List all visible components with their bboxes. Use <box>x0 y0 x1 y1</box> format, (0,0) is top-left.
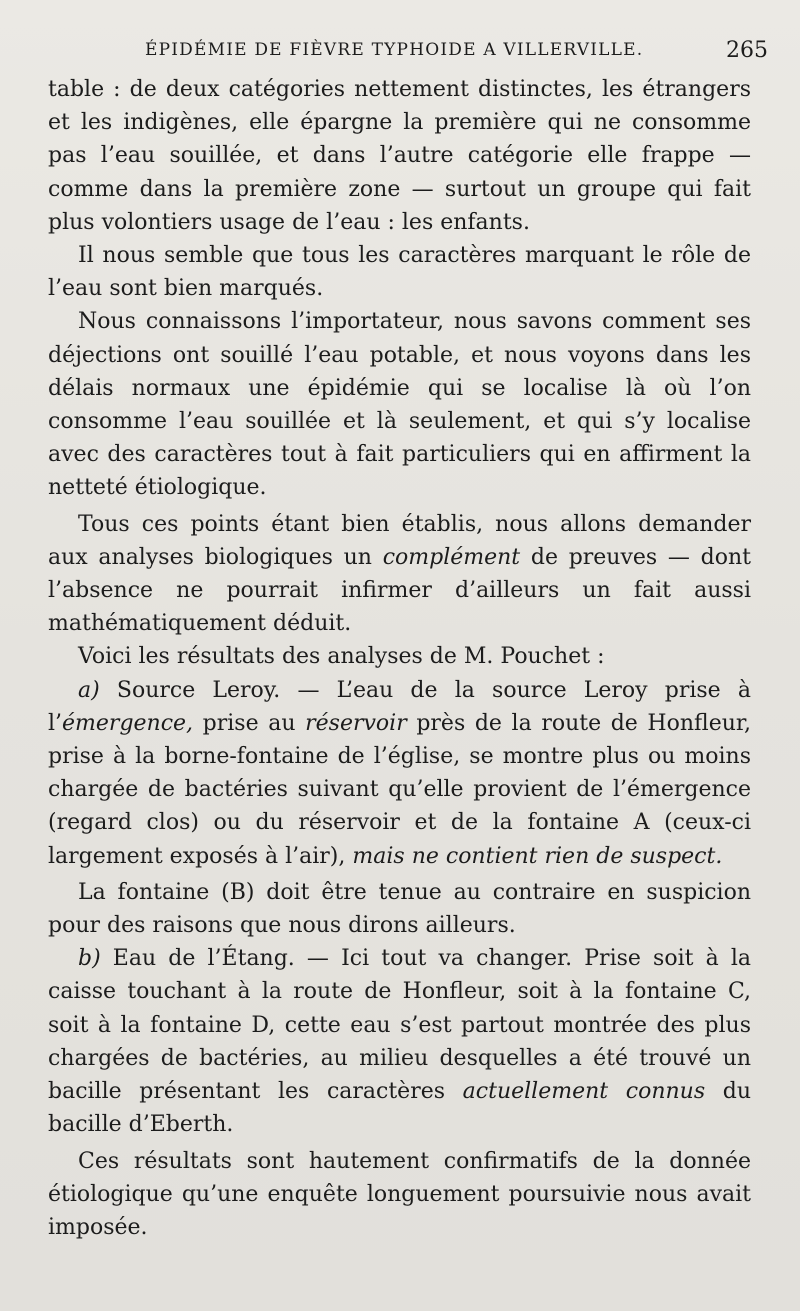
emphasis-complement: complément <box>382 544 521 570</box>
paragraph-7: La fontaine (B) doit être tenue au contraire en suspicion pour des raisons que nous dirons ailleurs. <box>48 879 751 939</box>
paragraph-2: Il nous semble que tous les caractères marquant le rôle de l’eau sont bien marqués. <box>48 243 751 302</box>
item-label-b: b) <box>78 946 101 972</box>
running-title: ÉPIDÉMIE DE FIÈVRE TYPHOIDE A VILLERVILLE. <box>145 40 644 60</box>
paragraph-3: Nous connaissons l’importateur, nous savons comment ses déjections ont souillé l’eau potable, et nous voyons dans les délais normaux une épidémie qui se localise là où l’on consomme l’eau souillée et là seulement, et qui s’y localise avec des caractères tout à fait particuliers qui en affirment la netteté étiologique. <box>48 309 751 501</box>
paragraph-8-eau-etang: b) Eau de l’Étang. — Ici tout va changer. Prise soit à la caisse touchant à la route de Honfleur, soit à la fontaine C, soit à la fontaine D, cette eau s’est partout montrée des plus chargées de bactéries, au milieu desquelles a été trouvé un bacille présentant les caractères actuellement connus du bacille d’Eberth. <box>48 946 752 1138</box>
paragraph-6-source-leroy: a) Source Leroy. — L’eau de la source Leroy prise à l’émergence, prise au réservoir près de la route de Honfleur, prise à la borne-fontaine de l’église, se montre plus ou moins chargée de bactéries suivant qu’elle provient de l’émergence (regard clos) ou du réservoir et de la fontaine A (ceux-ci largement exposés à l’air), mais ne contient rien de suspect. <box>48 677 751 869</box>
paragraph-4: Tous ces points étant bien établis, nous allons demander aux analyses biologiques un complément de preuves — dont l’absence ne pourrait infirmer d’ailleurs un fait aussi mathématiquement déduit. <box>48 511 751 637</box>
body-text <box>48 73 751 1244</box>
page-header <box>0 38 800 68</box>
paragraph-5: Voici les résultats des analyses de M. Pouchet : <box>78 644 605 670</box>
paragraph-9: Ces résultats sont hautement confirmatifs de la donnée étiologique qu’une enquête longuement poursuivie nous avait imposée. <box>48 1148 751 1240</box>
page-number: 265 <box>726 38 768 63</box>
paragraph-1: table : de deux catégories nettement distinctes, les étrangers et les indigènes, elle épargne la première qui ne consomme pas l’eau souillée, et dans l’autre catégorie elle frappe — comme dans la première zone — surtout un groupe qui fait plus volontiers usage de l’eau : les enfants. <box>48 77 751 235</box>
item-label-a: a) <box>78 677 100 703</box>
